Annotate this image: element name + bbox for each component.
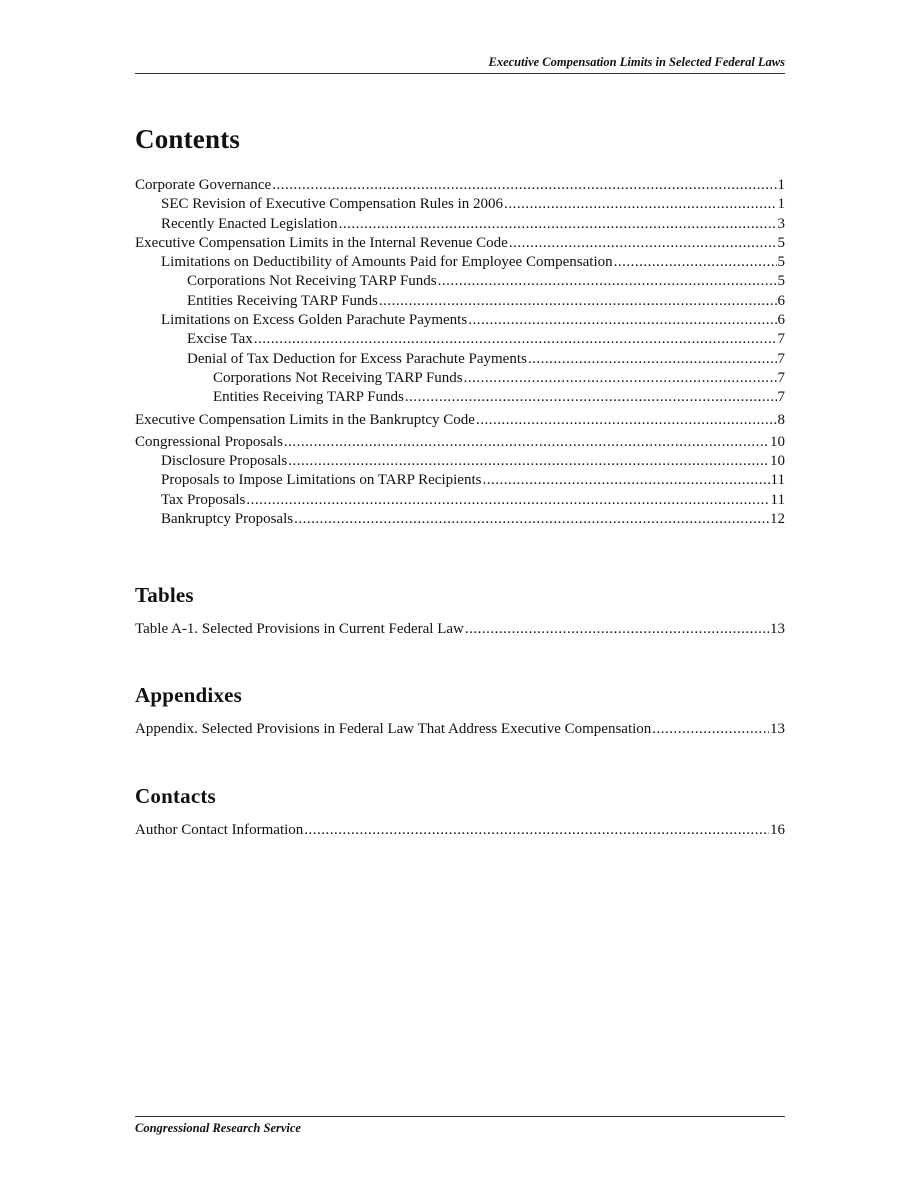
toc-entry-label: Entities Receiving TARP Funds	[213, 389, 404, 406]
toc-entry-page: 6	[777, 312, 785, 329]
toc-leader-dots	[464, 369, 777, 388]
tables-list	[135, 620, 785, 639]
toc-entry-label: Executive Compensation Limits in the Bankruptcy Code	[135, 411, 475, 428]
toc-entry[interactable]	[135, 350, 785, 369]
toc-entry-label: Author Contact Information	[135, 822, 304, 838]
toc-leader-dots	[482, 471, 769, 490]
toc-entry[interactable]	[135, 452, 785, 471]
toc-entry-label: Tax Proposals	[161, 491, 246, 508]
toc-entry-label: Corporations Not Receiving TARP Funds	[187, 273, 437, 290]
toc-entry-label: Limitations on Deductibility of Amounts Paid for Employee Compensation	[161, 254, 613, 271]
toc-entry-label: Executive Compensation Limits in the Internal Revenue Code	[135, 234, 508, 251]
toc-leader-dots	[304, 821, 769, 840]
toc-leader-dots	[614, 253, 777, 272]
toc-leader-dots	[504, 195, 776, 214]
toc-entry[interactable]	[135, 620, 785, 639]
toc-entry-page: 12	[770, 511, 785, 528]
toc-entry[interactable]	[135, 234, 785, 253]
toc-leader-dots	[379, 292, 777, 311]
toc-leader-dots	[509, 234, 777, 253]
toc-entry-label: Recently Enacted Legislation	[161, 215, 338, 232]
document-page	[135, 0, 785, 1191]
tables-heading: Tables	[135, 583, 194, 607]
toc-entry[interactable]	[135, 272, 785, 291]
toc-entry-label: Proposals to Impose Limitations on TARP Recipients	[161, 472, 482, 489]
toc-entry-label: Table A-1. Selected Provisions in Current Federal Law	[135, 621, 464, 637]
toc-entry-page: 10	[770, 453, 785, 470]
appendixes-list	[135, 720, 785, 739]
toc-entry-label: Entities Receiving TARP Funds	[187, 292, 378, 309]
toc-leader-dots	[246, 491, 769, 510]
toc-entry-page: 7	[777, 350, 785, 367]
toc-entry-page: 11	[770, 472, 785, 489]
toc-entry[interactable]	[135, 369, 785, 388]
toc-entry-page: 8	[777, 411, 785, 428]
toc-leader-dots	[294, 510, 769, 529]
toc-entry[interactable]	[135, 311, 785, 330]
toc-entry[interactable]	[135, 388, 785, 407]
toc-entry[interactable]	[135, 471, 785, 490]
toc-leader-dots	[284, 433, 769, 452]
toc-entry-page: 3	[777, 215, 785, 232]
toc-leader-dots	[468, 311, 776, 330]
contents-list	[135, 176, 785, 529]
toc-leader-dots	[652, 720, 769, 739]
toc-entry[interactable]	[135, 292, 785, 311]
toc-entry-page: 13	[770, 621, 785, 637]
toc-entry-page: 7	[777, 331, 785, 348]
toc-entry[interactable]	[135, 253, 785, 272]
contents-heading: Contents	[135, 124, 241, 154]
toc-entry-page: 6	[777, 292, 785, 309]
toc-entry-label: Denial of Tax Deduction for Excess Parachute Payments	[187, 350, 527, 367]
toc-entry-page: 10	[770, 433, 785, 450]
toc-entry-label: Corporate Governance	[135, 177, 272, 193]
toc-entry-page: 1	[777, 177, 785, 193]
contacts-list	[135, 821, 785, 840]
toc-entry[interactable]	[135, 176, 785, 195]
running-header: Executive Compensation Limits in Selected Federal Laws	[135, 55, 785, 74]
toc-entry-page: 16	[770, 822, 785, 838]
appendixes-heading: Appendixes	[135, 683, 243, 707]
toc-leader-dots	[476, 411, 777, 430]
toc-entry[interactable]	[135, 821, 785, 840]
toc-entry-label: Appendix. Selected Provisions in Federal Law That Address Executive Compensation	[135, 721, 652, 737]
contacts-heading: Contacts	[135, 784, 216, 808]
toc-entry[interactable]	[135, 491, 785, 510]
toc-entry-page: 7	[777, 369, 785, 386]
toc-leader-dots	[405, 388, 777, 407]
toc-entry-label: Disclosure Proposals	[161, 453, 288, 470]
toc-entry-page: 5	[777, 273, 785, 290]
toc-entry-page: 5	[777, 234, 785, 251]
toc-entry-page: 5	[777, 254, 785, 271]
toc-entry-page: 11	[770, 491, 785, 508]
toc-entry[interactable]	[135, 195, 785, 214]
running-footer: Congressional Research Service	[135, 1116, 785, 1136]
toc-entry-page: 7	[777, 389, 785, 406]
toc-entry[interactable]	[135, 411, 785, 430]
toc-entry[interactable]	[135, 330, 785, 349]
toc-leader-dots	[438, 272, 777, 291]
toc-leader-dots	[288, 452, 769, 471]
toc-entry-label: Congressional Proposals	[135, 433, 283, 450]
toc-leader-dots	[528, 350, 777, 369]
toc-entry-label: Excise Tax	[187, 331, 253, 348]
toc-leader-dots	[254, 330, 777, 349]
toc-leader-dots	[339, 215, 777, 234]
toc-entry-label: Limitations on Excess Golden Parachute Payments	[161, 312, 468, 329]
toc-entry-page: 13	[770, 721, 785, 737]
toc-entry[interactable]	[135, 433, 785, 452]
toc-entry[interactable]	[135, 510, 785, 529]
toc-entry-page: 1	[777, 196, 785, 213]
toc-leader-dots	[272, 176, 776, 195]
toc-entry-label: SEC Revision of Executive Compensation Rules in 2006	[161, 196, 504, 213]
toc-entry-label: Corporations Not Receiving TARP Funds	[213, 369, 463, 386]
toc-leader-dots	[465, 620, 769, 639]
toc-entry-label: Bankruptcy Proposals	[161, 511, 294, 528]
toc-entry[interactable]	[135, 720, 785, 739]
toc-entry[interactable]	[135, 215, 785, 234]
